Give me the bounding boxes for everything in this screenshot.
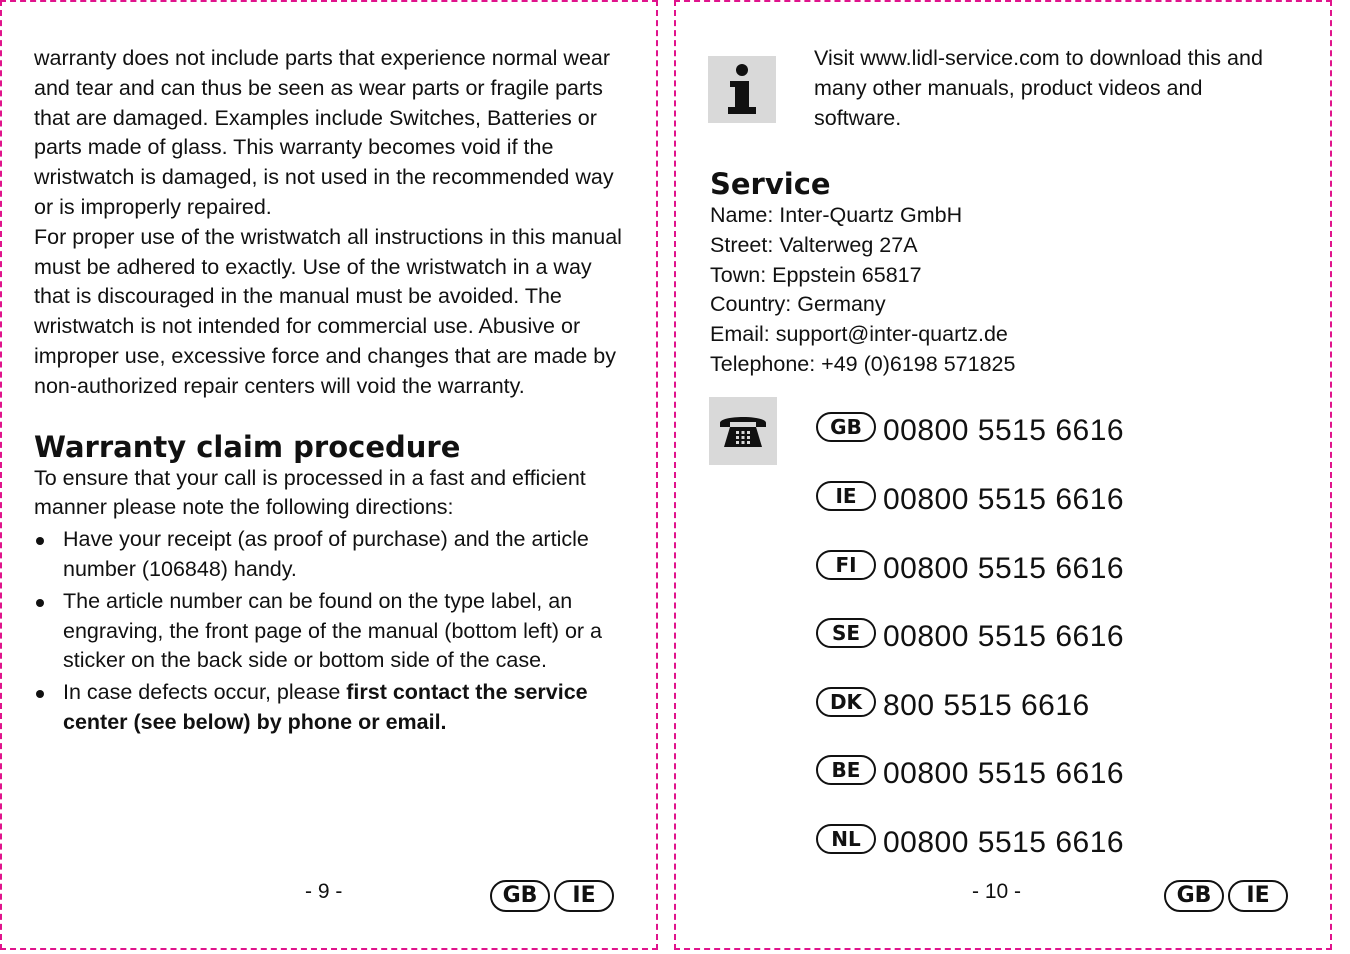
- country-badge-ie: IE: [554, 880, 614, 912]
- service-telephone: Telephone: +49 (0)6198 571825: [710, 351, 1016, 376]
- service-contact-block: [710, 167, 1015, 380]
- country-badge-gb: GB: [490, 880, 550, 912]
- service-town: Town: Eppstein 65817: [710, 262, 922, 287]
- telephone-icon: [709, 397, 777, 465]
- visit-website-text: Visit www.lidl-service.com to download this and many other manuals, product videos and software.: [814, 46, 1263, 130]
- hotline-number: 00800 5515 6616: [883, 826, 1125, 859]
- country-badge-se: SE: [816, 618, 876, 648]
- country-badge-fi: FI: [816, 550, 876, 580]
- service-street: Street: Valterweg 27A: [710, 232, 918, 257]
- service-country: Country: Germany: [710, 292, 886, 317]
- claim-directions-list: [34, 525, 626, 738]
- page-number: - 10 -: [972, 880, 1022, 903]
- country-badge-ie: IE: [816, 481, 876, 511]
- list-item: [34, 587, 626, 676]
- list-item: [34, 525, 626, 585]
- country-badge-gb: GB: [1164, 880, 1224, 912]
- country-badge-be: BE: [816, 755, 876, 785]
- left-page-content: [34, 44, 626, 740]
- list-item-text: The article number can be found on the type label, an engraving, the front page of the manual (bottom left) or a sticker on the back side or bottom side of the case.: [63, 588, 603, 673]
- bullet-icon: [36, 599, 44, 607]
- info-icon: [708, 56, 776, 123]
- list-item-text: Have your receipt (as proof of purchase) and the article number (106848) handy.: [63, 527, 589, 581]
- country-badge-dk: DK: [816, 687, 876, 717]
- service-email: Email: support@inter-quartz.de: [710, 322, 1008, 347]
- list-item: [34, 678, 626, 738]
- service-heading: Service: [710, 167, 831, 201]
- warranty-paragraph-1: warranty does not include parts that experience normal wear and tear and can thus be seen as wear parts or fragile parts that are damaged. Examples include Switches, Batteries or parts made of glass. This warranty becomes void if the wristwatch is damaged, is not used in the recommended way or is improperly repaired.: [34, 46, 614, 219]
- hotline-number: 00800 5515 6616: [883, 620, 1125, 653]
- bullet-icon: [36, 690, 44, 698]
- list-item-text: In case defects occur, please: [63, 680, 347, 705]
- warranty-paragraph-2: For proper use of the wristwatch all instructions in this manual must be adhered to exactly. Use of the wristwatch in a way that is discouraged in the manual must be avoided. The wristwatch is not intended for commercial use. Abusive or improper use, excessive force and changes that are made by non-authorized repair centers will void the warranty.: [34, 224, 622, 398]
- hotline-number: 00800 5515 6616: [883, 757, 1125, 790]
- hotline-number: 800 5515 6616: [883, 689, 1090, 722]
- country-badge-ie: IE: [1228, 880, 1288, 912]
- country-badge-gb: GB: [816, 412, 876, 442]
- page-number: - 9 -: [305, 880, 343, 903]
- service-name: Name: Inter-Quartz GmbH: [710, 203, 963, 227]
- bullet-icon: [36, 537, 44, 545]
- hotline-number: 00800 5515 6616: [883, 552, 1125, 585]
- right-page: [674, 0, 1332, 950]
- country-badge-nl: NL: [816, 824, 876, 854]
- list-item-emphasis: first contact the service center (see below) by phone or email.: [63, 680, 588, 734]
- hotline-number: 00800 5515 6616: [883, 414, 1125, 447]
- warranty-claim-intro: To ensure that your call is processed in a fast and efficient manner please note the following directions:: [34, 465, 586, 520]
- warranty-claim-heading: Warranty claim procedure: [34, 429, 461, 464]
- hotline-number: 00800 5515 6616: [883, 483, 1125, 516]
